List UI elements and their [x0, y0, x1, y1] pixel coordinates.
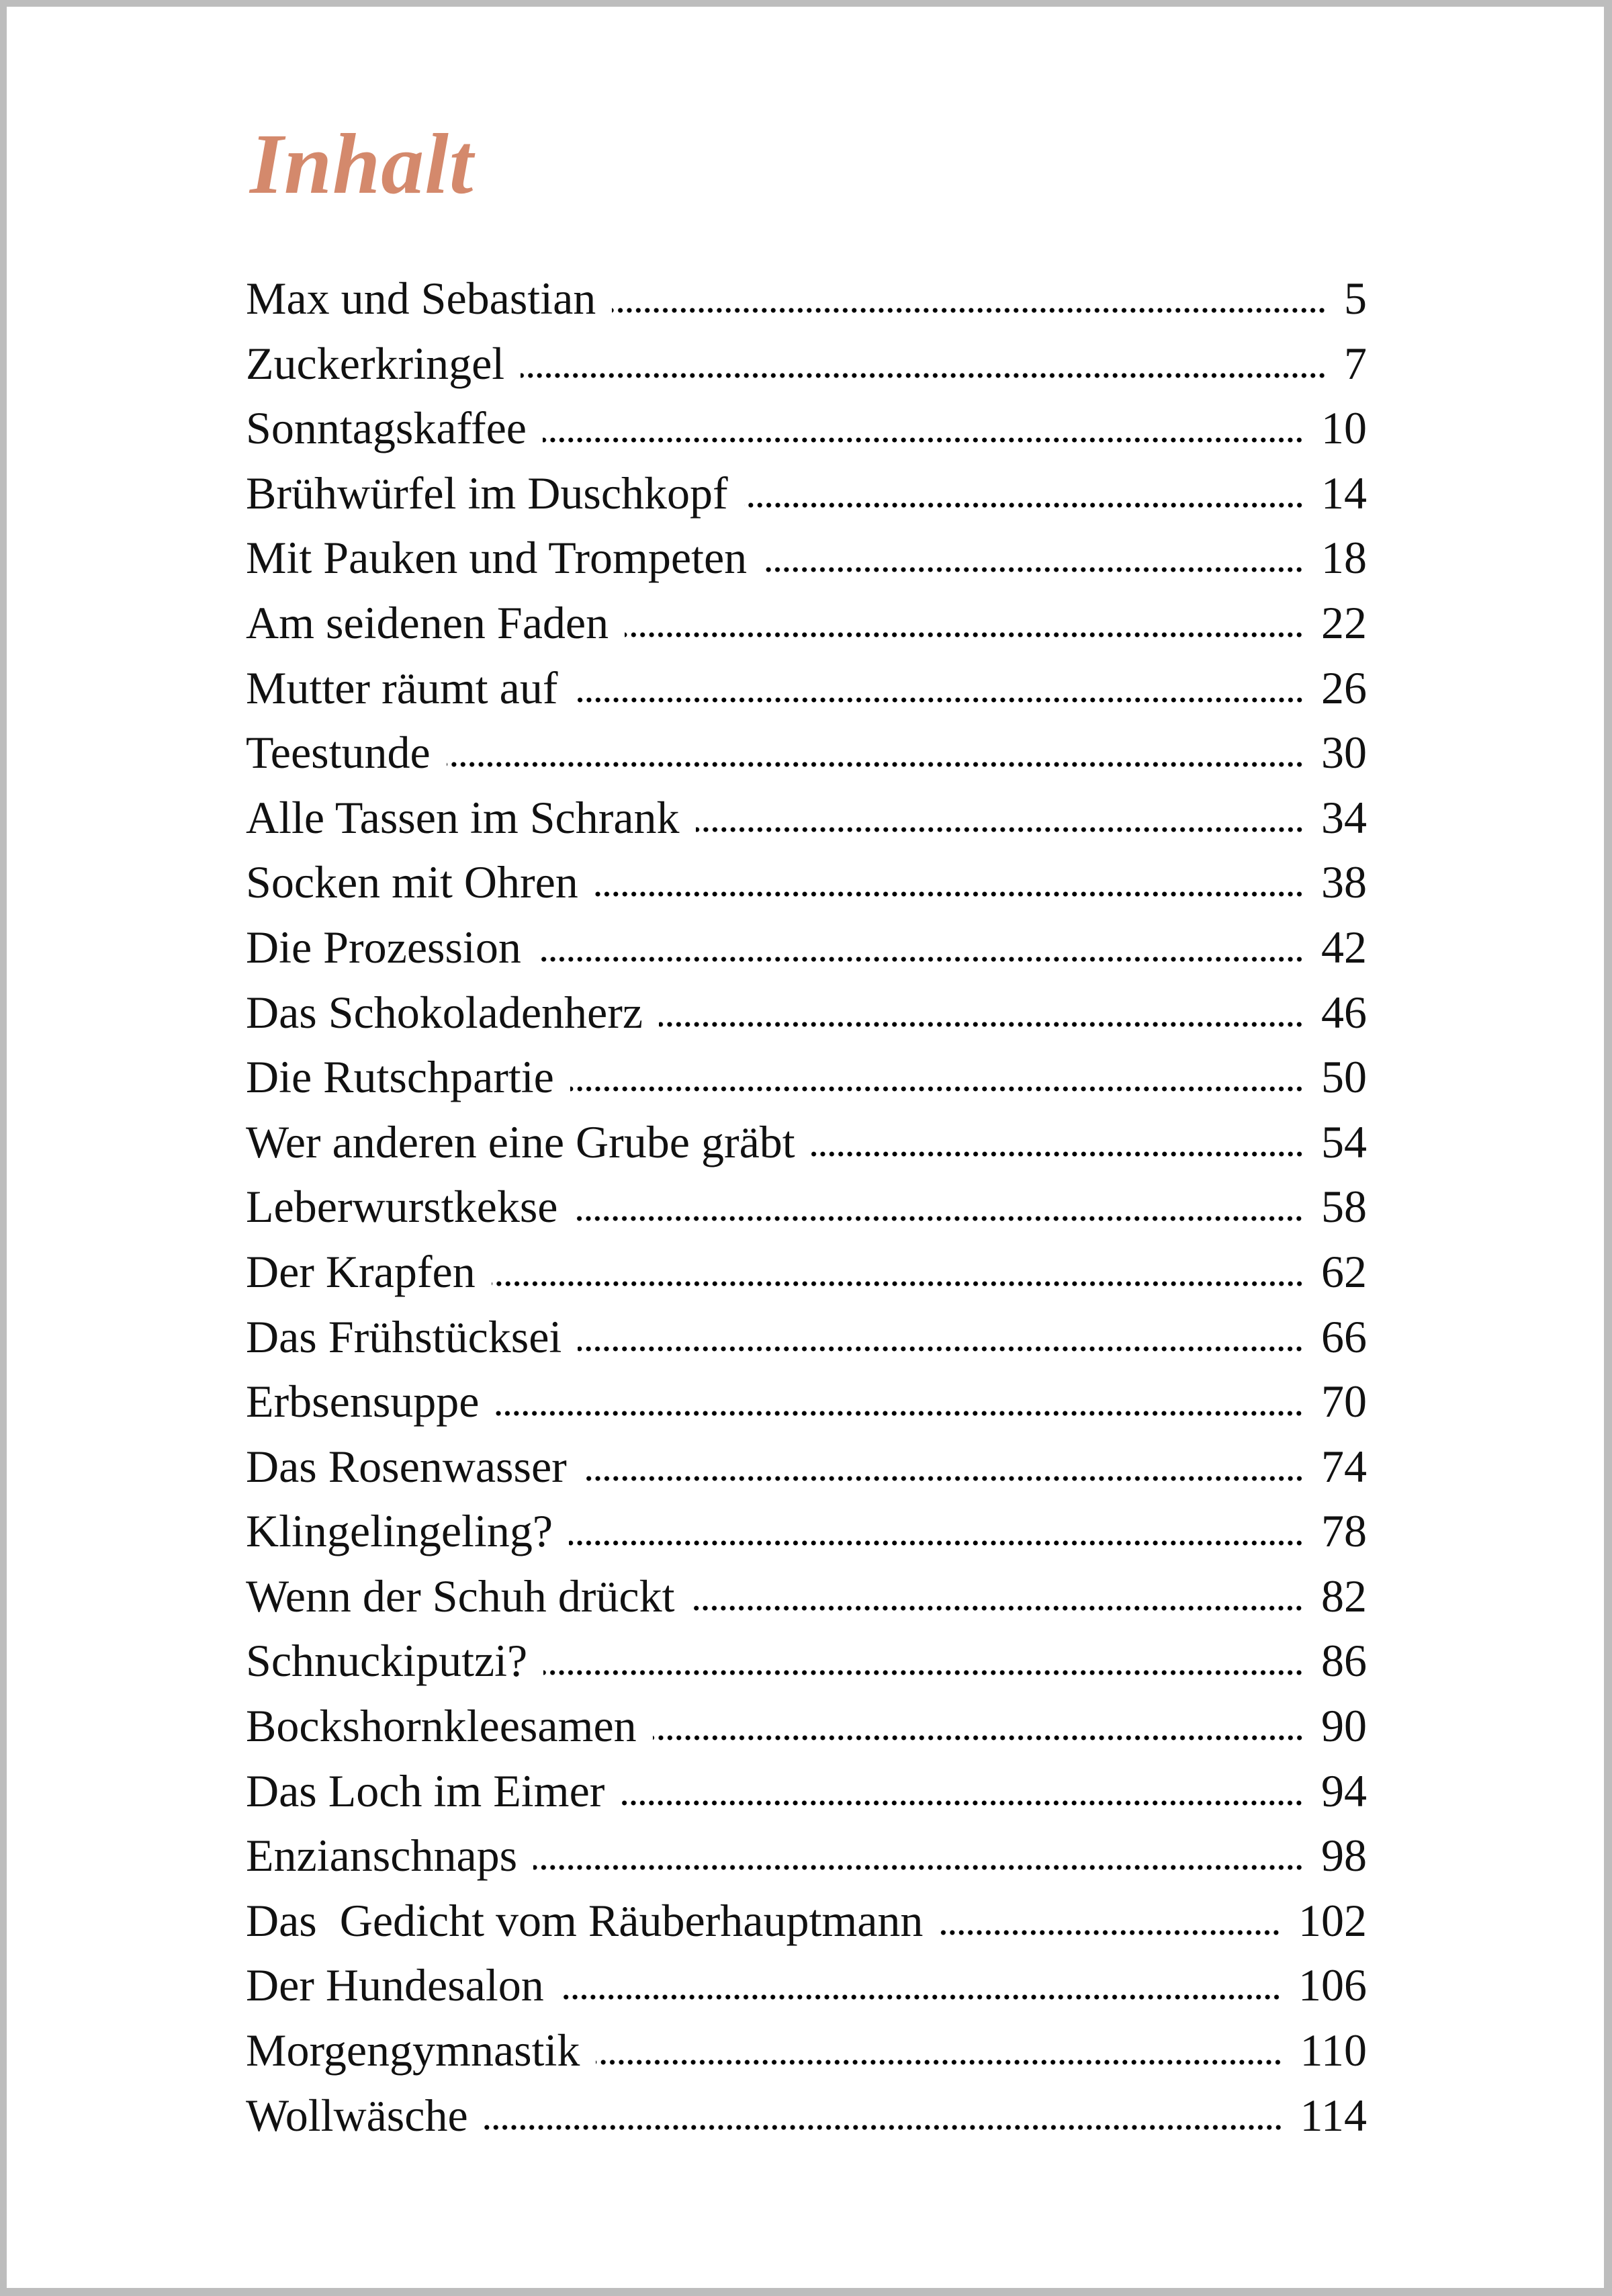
dot-leader	[492, 1280, 1304, 1287]
toc-entry-title: Socken mit Ohren	[246, 856, 578, 908]
dot-leader	[533, 1864, 1304, 1871]
toc-entry-page: 78	[1321, 1505, 1367, 1557]
toc-entry-title: Das Rosenwasser	[246, 1440, 567, 1492]
toc-entry[interactable]	[246, 791, 1367, 856]
toc-entry-page: 22	[1321, 597, 1367, 648]
dot-leader	[537, 956, 1304, 963]
dot-leader	[578, 1345, 1304, 1352]
toc-entry-title: Wenn der Schuh drückt	[246, 1570, 675, 1622]
dot-leader	[659, 1021, 1304, 1028]
toc-entry-title: Die Prozession	[246, 921, 521, 973]
dot-leader	[570, 1086, 1304, 1092]
toc-entry[interactable]	[246, 531, 1367, 597]
toc-entry-page: 70	[1321, 1376, 1367, 1427]
toc-entry-title: Zuckerkringel	[246, 337, 505, 389]
toc-entry[interactable]	[246, 1894, 1367, 1959]
toc-entry[interactable]	[246, 1505, 1367, 1570]
dot-leader	[495, 1410, 1304, 1417]
toc-entry-page: 98	[1321, 1830, 1367, 1882]
toc-entry[interactable]	[246, 337, 1367, 402]
toc-entry[interactable]	[246, 272, 1367, 337]
dot-leader	[583, 1475, 1304, 1482]
toc-entry[interactable]	[246, 726, 1367, 791]
dot-leader	[574, 697, 1304, 703]
toc-entry[interactable]	[246, 1634, 1367, 1699]
toc-entry-page: 10	[1321, 402, 1367, 454]
dot-leader	[696, 826, 1304, 833]
dot-leader	[653, 1734, 1304, 1741]
page-title: Inhalt	[250, 116, 474, 212]
dot-leader	[521, 372, 1327, 379]
toc-entry-title: Leberwurstkekse	[246, 1181, 558, 1233]
table-of-contents	[246, 272, 1367, 2154]
toc-entry-page: 58	[1321, 1181, 1367, 1233]
toc-entry-page: 94	[1321, 1765, 1367, 1816]
toc-entry-page: 90	[1321, 1700, 1367, 1752]
toc-entry-title: Am seidenen Faden	[246, 597, 609, 648]
toc-entry-title: Sonntagskaffee	[246, 402, 527, 454]
dot-leader	[621, 1800, 1304, 1806]
toc-entry[interactable]	[246, 1570, 1367, 1635]
toc-entry-page: 5	[1344, 273, 1367, 324]
toc-entry-page: 7	[1344, 337, 1367, 389]
toc-entry-page: 106	[1298, 1959, 1367, 2011]
dot-leader	[594, 891, 1304, 897]
toc-entry-title: Schnuckiputzi?	[246, 1635, 528, 1687]
dot-leader	[690, 1605, 1304, 1611]
toc-entry-title: Bockshornkleesamen	[246, 1700, 637, 1752]
toc-entry-title: Enzianschnaps	[246, 1830, 518, 1882]
toc-entry-page: 46	[1321, 986, 1367, 1038]
toc-entry-title: Der Krapfen	[246, 1245, 476, 1297]
toc-entry[interactable]	[246, 1245, 1367, 1311]
dot-leader	[625, 631, 1304, 638]
toc-entry-page: 50	[1321, 1051, 1367, 1103]
dot-leader	[596, 2059, 1282, 2066]
dot-leader	[543, 437, 1304, 443]
toc-entry-title: Erbsensuppe	[246, 1376, 480, 1427]
toc-entry-page: 30	[1321, 727, 1367, 779]
toc-entry[interactable]	[246, 856, 1367, 921]
dot-leader	[612, 307, 1327, 314]
toc-entry[interactable]	[246, 1311, 1367, 1376]
toc-entry-title: Wollwäsche	[246, 2089, 468, 2141]
toc-entry-page: 74	[1321, 1440, 1367, 1492]
toc-entry[interactable]	[246, 1829, 1367, 1894]
toc-entry-page: 86	[1321, 1635, 1367, 1687]
dot-leader	[447, 761, 1304, 768]
toc-entry-title: Brühwürfel im Duschkopf	[246, 467, 728, 519]
dot-leader	[939, 1929, 1281, 1936]
toc-entry-title: Max und Sebastian	[246, 273, 596, 324]
toc-entry-title: Mit Pauken und Trompeten	[246, 532, 748, 584]
toc-entry[interactable]	[246, 1116, 1367, 1181]
toc-entry-page: 54	[1321, 1116, 1367, 1167]
toc-entry-title: Mutter räumt auf	[246, 662, 558, 713]
document-page	[7, 7, 1604, 2288]
dot-leader	[543, 1669, 1304, 1676]
toc-entry-title: Teestunde	[246, 727, 431, 779]
toc-entry[interactable]	[246, 2089, 1367, 2154]
toc-entry-title: Wer anderen eine Grube gräbt	[246, 1116, 795, 1167]
toc-entry[interactable]	[246, 1440, 1367, 1505]
toc-entry[interactable]	[246, 402, 1367, 467]
toc-entry-page: 34	[1321, 791, 1367, 843]
toc-entry[interactable]	[246, 1375, 1367, 1440]
toc-entry-page: 66	[1321, 1311, 1367, 1362]
toc-entry-title: Klingelingeling?	[246, 1505, 553, 1557]
toc-entry-page: 102	[1298, 1894, 1367, 1946]
toc-entry[interactable]	[246, 597, 1367, 662]
toc-entry-title: Das Gedicht vom Räuberhauptmann	[246, 1894, 924, 1946]
toc-entry[interactable]	[246, 467, 1367, 532]
toc-entry-page: 62	[1321, 1245, 1367, 1297]
dot-leader	[811, 1151, 1304, 1157]
dot-leader	[763, 566, 1304, 573]
toc-entry[interactable]	[246, 1959, 1367, 2024]
toc-entry-page: 82	[1321, 1570, 1367, 1622]
dot-leader	[574, 1215, 1304, 1222]
toc-entry-page: 38	[1321, 856, 1367, 908]
toc-entry-title: Das Loch im Eimer	[246, 1765, 605, 1816]
toc-entry-page: 18	[1321, 532, 1367, 584]
toc-entry[interactable]	[246, 662, 1367, 727]
toc-entry[interactable]	[246, 921, 1367, 986]
toc-entry-title: Der Hundesalon	[246, 1959, 544, 2011]
dot-leader	[744, 502, 1304, 509]
toc-entry[interactable]	[246, 1051, 1367, 1116]
toc-entry-title: Das Schokoladenherz	[246, 986, 643, 1038]
dot-leader	[484, 2124, 1283, 2131]
toc-entry[interactable]	[246, 986, 1367, 1051]
dot-leader	[560, 1994, 1281, 2000]
toc-entry-title: Alle Tassen im Schrank	[246, 791, 680, 843]
toc-entry-page: 114	[1300, 2089, 1367, 2141]
toc-entry[interactable]	[246, 1699, 1367, 1765]
toc-entry-title: Morgengymnastik	[246, 2025, 580, 2076]
toc-entry[interactable]	[246, 1180, 1367, 1245]
toc-entry[interactable]	[246, 1765, 1367, 1830]
toc-entry-page: 14	[1321, 467, 1367, 519]
toc-entry-page: 110	[1300, 2025, 1367, 2076]
toc-entry[interactable]	[246, 2024, 1367, 2089]
dot-leader	[569, 1540, 1304, 1546]
toc-entry-page: 26	[1321, 662, 1367, 713]
toc-entry-title: Die Rutschpartie	[246, 1051, 554, 1103]
toc-entry-title: Das Frühstücksei	[246, 1311, 562, 1362]
toc-entry-page: 42	[1321, 921, 1367, 973]
